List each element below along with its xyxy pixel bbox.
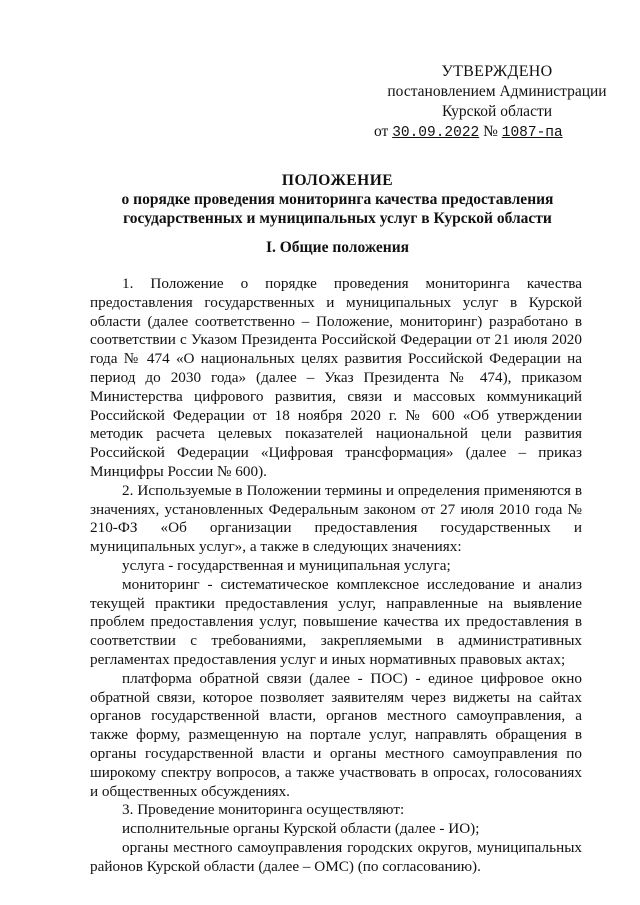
document-body bbox=[90, 275, 582, 877]
paragraph: услуга - государственная и муниципальная услуга; bbox=[122, 556, 451, 574]
document-subtitle-2: государственных и муниципальных услуг в Курской области bbox=[123, 210, 552, 227]
paragraph: органы местного самоуправления городских округов, муниципальных районов Курской области (далее – ОМС) (по согласованию). bbox=[90, 838, 582, 875]
paragraph: платформа обратной связи (далее - ПОС) - единое цифровое окно обратной связи, которое позволяет заявителям через виджеты на сайтах органов государственной власти, органов местного самоуправления, а также форму, размещенную на портале услуг, направлять обращения в органы государственной власти и органы местного самоуправления по широкому спектру вопросов, а также участвовать в опросах, голосованиях и общественных обсуждениях. bbox=[90, 669, 582, 800]
approval-line-2: Курской области bbox=[441, 103, 553, 120]
approval-date: 30.09.2022 bbox=[392, 125, 480, 141]
document-title: ПОЛОЖЕНИЕ bbox=[281, 172, 394, 189]
paragraph: 2. Используемые в Положении термины и определения применяются в значениях, установленных Федеральным законом от 27 июля 2010 года № 210-ФЗ «Об организации предоставления государственных и муниципальных услуг», а также в следующих значениях: bbox=[90, 481, 582, 556]
document-title-block bbox=[90, 171, 585, 228]
approval-line-1: постановлением Администрации bbox=[387, 83, 607, 100]
approval-number: 1087-па bbox=[501, 125, 563, 141]
approval-stamp bbox=[372, 62, 622, 143]
paragraph: мониторинг - систематическое комплексное исследование и анализ текущей практики предоставления услуг, направленные на выявление проблем предоставления услуг, повышение качества их предоставления в соответствии с требованиями, закрепляемыми в административных регламентах предоставления услуг и иных нормативных правовых актах; bbox=[90, 575, 582, 668]
approval-date-line bbox=[372, 122, 622, 143]
section-title: I. Общие положения bbox=[265, 239, 410, 256]
paragraph: исполнительные органы Курской области (далее - ИО); bbox=[122, 820, 480, 838]
document-subtitle-1: о порядке проведения мониторинга качества предоставления bbox=[121, 191, 554, 208]
approval-title: УТВЕРЖДЕНО bbox=[441, 63, 553, 80]
paragraph: 3. Проведение мониторинга осуществляют: bbox=[122, 801, 405, 819]
number-label: № bbox=[483, 123, 498, 140]
paragraph: 1. Положение о порядке проведения мониторинга качества предоставления государственных и муниципальных услуг в Курской области (далее соответственно – Положение, мониторинг) разработано в соответствии с Указом Президента Российской Федерации от 21 июля 2020 года № 474 «О национальных целях развития Российской Федерации на период до 2030 года» (далее – Указ Президента № 474), приказом Министерства цифрового развития, связи и массовых коммуникаций Российской Федерации от 18 ноября 2020 г. № 600 «Об утверждении методик расчета целевых показателей национальной цели развития Российской Федерации «Цифровая трансформация» (далее – приказ Минцифры России № 600). bbox=[90, 275, 582, 480]
from-label: от bbox=[374, 123, 389, 140]
